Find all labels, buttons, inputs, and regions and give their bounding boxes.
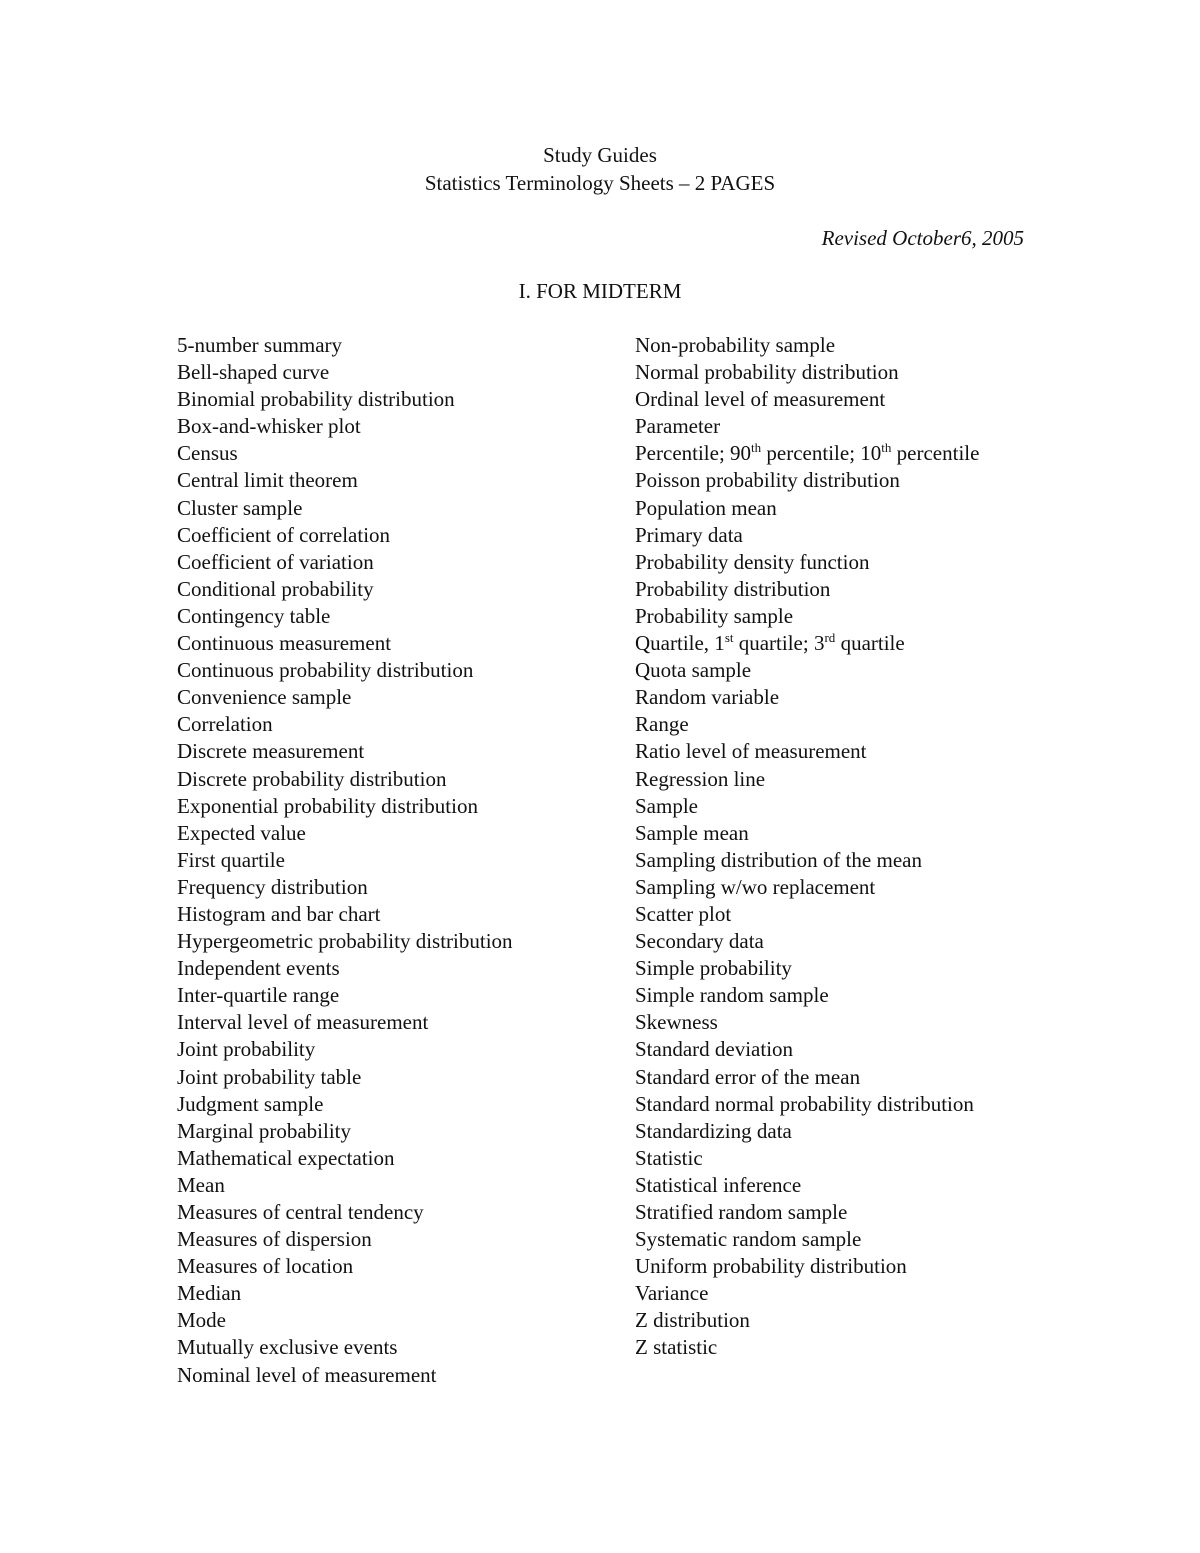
term-item: Continuous measurement bbox=[177, 631, 392, 656]
term-item: Mean bbox=[177, 1172, 225, 1197]
document-title: Study Guides bbox=[543, 143, 657, 167]
term-item: Convenience sample bbox=[177, 685, 352, 710]
term-item: Simple probability bbox=[635, 956, 792, 981]
ordinal-superscript: rd bbox=[824, 630, 836, 646]
term-item: Expected value bbox=[177, 820, 306, 845]
term-item: Standard normal probability distribution bbox=[635, 1091, 974, 1116]
term-item: Range bbox=[635, 712, 689, 737]
term-item: Sample bbox=[635, 793, 698, 818]
term-item: Probability distribution bbox=[635, 576, 831, 601]
term-item: Primary data bbox=[635, 522, 743, 547]
term-text: Percentile; 90 bbox=[635, 441, 752, 466]
term-text: Quartile, 1 bbox=[635, 631, 725, 656]
term-item: Standard deviation bbox=[635, 1037, 794, 1062]
term-item: First quartile bbox=[177, 847, 285, 872]
term-item: Sample mean bbox=[635, 820, 749, 845]
term-item: Parameter bbox=[635, 414, 721, 439]
term-item: Mathematical expectation bbox=[177, 1145, 395, 1170]
term-item: Mode bbox=[177, 1308, 226, 1333]
term-item: Systematic random sample bbox=[635, 1227, 862, 1252]
terms-column-right bbox=[635, 332, 1055, 1362]
term-text: quartile; 3 bbox=[733, 631, 825, 656]
term-item: Normal probability distribution bbox=[635, 360, 899, 385]
term-item: Nominal level of measurement bbox=[177, 1362, 437, 1387]
term-item: Interval level of measurement bbox=[177, 1010, 429, 1035]
term-item: Population mean bbox=[635, 495, 777, 520]
term-item: Regression line bbox=[635, 766, 766, 791]
term-item: Census bbox=[177, 441, 238, 466]
term-item: Conditional probability bbox=[177, 576, 374, 601]
term-item: Coefficient of correlation bbox=[177, 522, 391, 547]
term-item: Variance bbox=[635, 1281, 709, 1306]
term-item: Coefficient of variation bbox=[177, 549, 374, 574]
term-item: Z distribution bbox=[635, 1308, 750, 1333]
term-item: Poisson probability distribution bbox=[635, 468, 900, 493]
term-item: Correlation bbox=[177, 712, 273, 737]
term-item: Histogram and bar chart bbox=[177, 901, 381, 926]
term-item: Random variable bbox=[635, 685, 780, 710]
term-item: Probability density function bbox=[635, 549, 870, 574]
term-item: Box-and-whisker plot bbox=[177, 414, 361, 439]
term-item: Scatter plot bbox=[635, 901, 732, 926]
term-item: Sampling w/wo replacement bbox=[635, 874, 876, 899]
term-item: Inter-quartile range bbox=[177, 983, 340, 1008]
ordinal-superscript: th bbox=[881, 440, 892, 456]
term-item: Binomial probability distribution bbox=[177, 387, 455, 412]
term-item: 5-number summary bbox=[177, 333, 343, 357]
term-item: Joint probability bbox=[177, 1037, 316, 1062]
term-item: Hypergeometric probability distribution bbox=[177, 929, 513, 954]
term-item: Measures of central tendency bbox=[177, 1200, 424, 1224]
term-item: Cluster sample bbox=[177, 495, 303, 520]
term-text: percentile bbox=[891, 441, 980, 466]
term-item bbox=[635, 630, 1055, 657]
term-text: quartile bbox=[835, 631, 905, 656]
term-item: Continuous probability distribution bbox=[177, 658, 474, 683]
document-subtitle: Statistics Terminology Sheets – 2 PAGES bbox=[424, 171, 776, 195]
term-item: Sampling distribution of the mean bbox=[635, 847, 922, 872]
term-item: Statistic bbox=[635, 1145, 703, 1170]
term-item: Frequency distribution bbox=[177, 874, 368, 899]
term-item: Bell-shaped curve bbox=[177, 360, 330, 385]
term-item: Statistical inference bbox=[635, 1172, 802, 1197]
revision-date: Revised October6, 2005 bbox=[821, 226, 1024, 250]
term-item: Non-probability sample bbox=[635, 333, 836, 357]
term-item: Z statistic bbox=[635, 1335, 718, 1360]
term-item: Standardizing data bbox=[635, 1118, 792, 1143]
term-item: Skewness bbox=[635, 1010, 718, 1035]
ordinal-superscript: st bbox=[724, 630, 734, 646]
term-item: Standard error of the mean bbox=[635, 1064, 861, 1089]
term-item bbox=[635, 440, 1055, 467]
term-item: Marginal probability bbox=[177, 1118, 351, 1143]
term-item: Central limit theorem bbox=[177, 468, 358, 493]
term-item: Ratio level of measurement bbox=[635, 739, 867, 764]
term-text: percentile; 10 bbox=[761, 441, 882, 466]
term-item: Secondary data bbox=[635, 929, 764, 954]
term-item: Quota sample bbox=[635, 658, 752, 683]
terms-column-left bbox=[177, 332, 617, 1389]
term-item: Simple random sample bbox=[635, 983, 829, 1008]
term-item: Exponential probability distribution bbox=[177, 793, 478, 818]
term-item: Joint probability table bbox=[177, 1064, 362, 1089]
term-item: Measures of location bbox=[177, 1254, 354, 1279]
ordinal-superscript: th bbox=[751, 440, 762, 456]
term-item: Uniform probability distribution bbox=[635, 1254, 907, 1279]
term-item: Ordinal level of measurement bbox=[635, 387, 886, 412]
term-item: Discrete measurement bbox=[177, 739, 365, 764]
term-item: Probability sample bbox=[635, 603, 794, 628]
term-item: Independent events bbox=[177, 956, 340, 981]
term-item: Contingency table bbox=[177, 603, 331, 628]
section-heading: I. FOR MIDTERM bbox=[518, 279, 682, 303]
term-item: Discrete probability distribution bbox=[177, 766, 447, 791]
term-item: Median bbox=[177, 1281, 242, 1306]
term-item: Judgment sample bbox=[177, 1091, 324, 1116]
term-item: Stratified random sample bbox=[635, 1200, 848, 1224]
term-item: Mutually exclusive events bbox=[177, 1335, 398, 1360]
term-item: Measures of dispersion bbox=[177, 1227, 372, 1252]
